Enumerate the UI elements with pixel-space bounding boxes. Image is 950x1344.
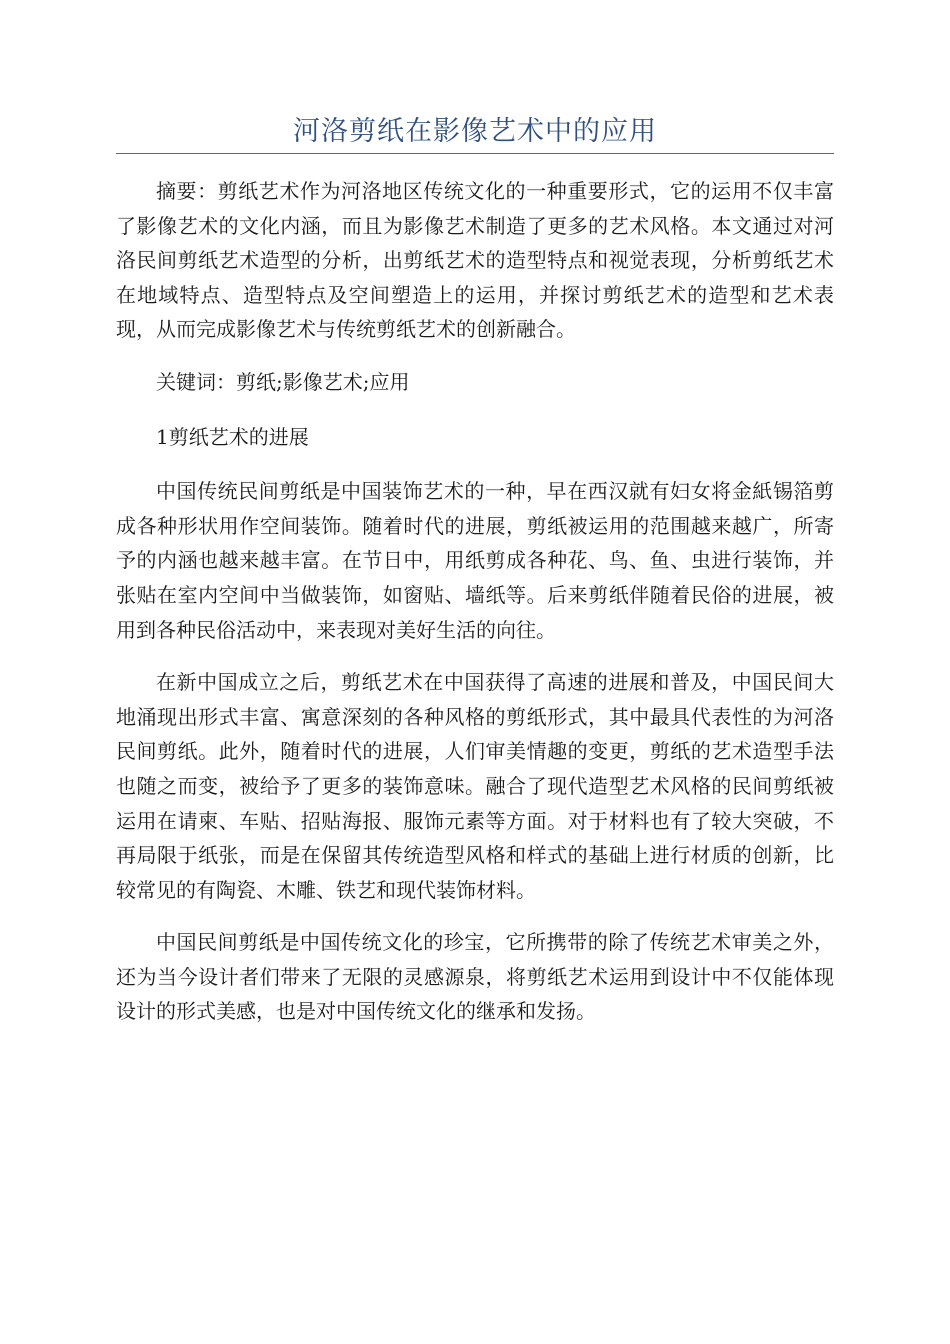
body-paragraph: 在新中国成立之后，剪纸艺术在中国获得了高速的进展和普及，中国民间大地涌现出形式丰富、寓意深刻的各种风格的剪纸形式，其中最具代表性的为河洛民间剪纸。此外，随着时代的进展，人们审美情趣的变更，剪纸的艺术造型手法也随之而变，被给予了更多的装饰意味。融合了现代造型艺术风格的民间剪纸被运用在请柬、车贴、招贴海报、服饰元素等方面。对于材料也有了较大突破，不再局限于纸张，而是在保留其传统造型风格和样式的基础上进行材质的创新，比较常见的有陶瓷、木雕、铁艺和现代装饰材料。 [116,670,834,902]
title-underline [116,153,834,154]
document-body [116,174,834,1047]
section-heading: 1剪纸艺术的进展 [156,424,309,449]
abstract-paragraph: 摘要：剪纸艺术作为河洛地区传统文化的一种重要形式，它的运用不仅丰富了影像艺术的文化内涵，而且为影像艺术制造了更多的艺术风格。本文通过对河洛民间剪纸艺术造型的分析，出剪纸艺术的造型特点和视觉表现，分析剪纸艺术在地域特点、造型特点及空间塑造上的运用，并探讨剪纸艺术的造型和艺术表现，从而完成影像艺术与传统剪纸艺术的创新融合。 [116,179,834,342]
body-paragraph: 中国民间剪纸是中国传统文化的珍宝，它所携带的除了传统艺术审美之外，还为当今设计者们带来了无限的灵感源泉，将剪纸艺术运用到设计中不仅能体现设计的形式美感，也是对中国传统文化的继承和发扬。 [116,930,834,1024]
keywords-line: 关键词：剪纸;影像艺术;应用 [156,369,410,394]
document-title: 河洛剪纸在影像艺术中的应用 [293,116,657,147]
body-paragraph: 中国传统民间剪纸是中国装饰艺术的一种，早在西汉就有妇女将金紙锡箔剪成各种形状用作空间装饰。随着时代的进展，剪纸被运用的范围越来越广，所寄予的内涵也越来越丰富。在节日中，用纸剪成各种花、鸟、鱼、虫进行装饰，并张贴在室内空间中当做装饰，如窗贴、墙纸等。后来剪纸伴随着民俗的进展，被用到各种民俗活动中，来表现对美好生活的向往。 [116,479,834,642]
